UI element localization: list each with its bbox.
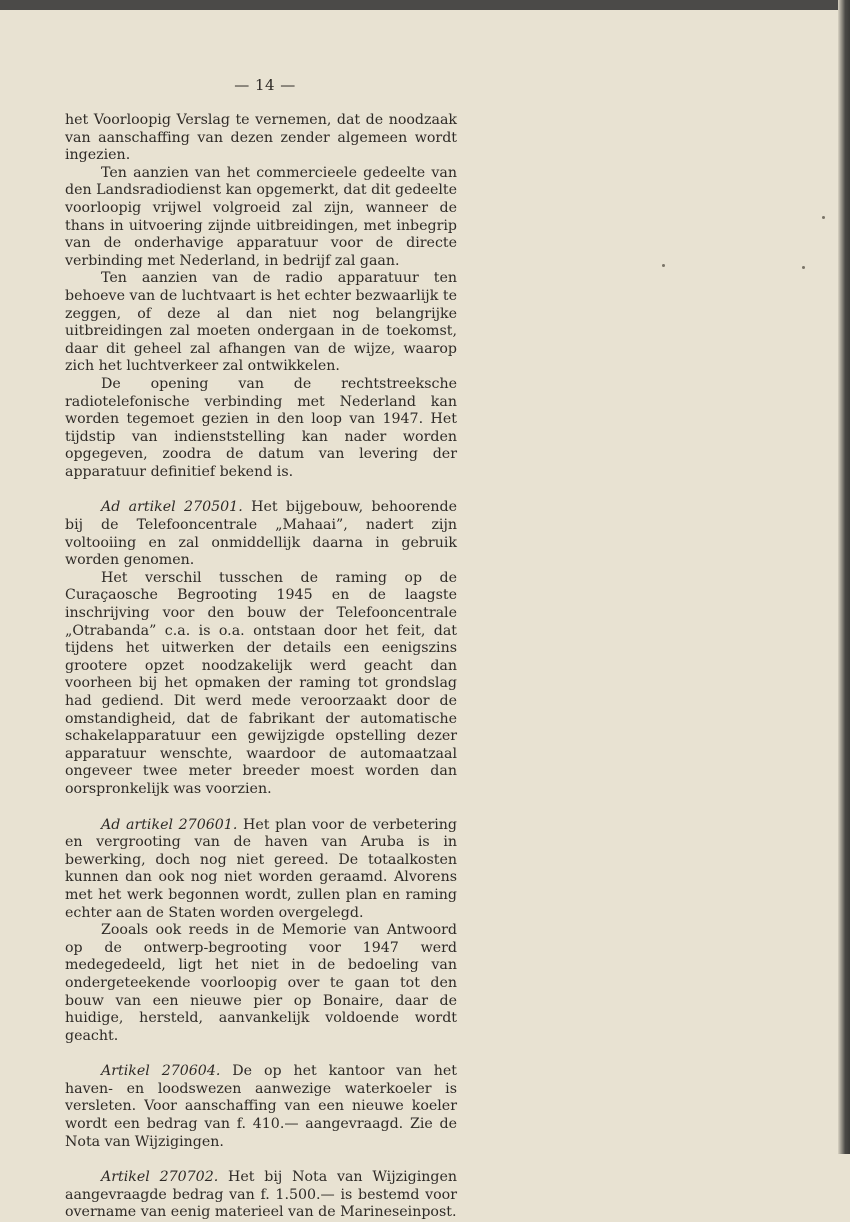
article-text: De op het kantoor van het haven- en loodswezen aanwezige waterkoeler is versleten. Voor aanschaffing van een nieuwe koeler wordt een bedrag van f. 410.— aangevraagd. Zie de Nota van Wijzigingen. xyxy=(65,1063,457,1150)
article-paragraph xyxy=(65,817,457,923)
paragraph: De opening van de rechtstreeksche radiotelefonische verbinding met Nederland kan worden tegemoet gezien in den loop van 1947. Het tijdstip van indienststelling kan nader worden opgegeven, zoodra de datum van levering der apparatuur definitief bekend is. xyxy=(65,375,457,480)
article-paragraph xyxy=(65,1063,457,1151)
article-paragraph xyxy=(65,499,457,569)
article-label: Ad artikel 270601. xyxy=(101,816,238,833)
paragraph: Het verschil tusschen de raming op de Curaçaosche Begrooting 1945 en de laagste inschrijving voor den bouw der Telefooncentrale „Otrabanda” c.a. is o.a. ontstaan door het feit, dat tijdens het uitwerken der details een eenigszins grootere opzet noodzakelijk werd geacht dan voorheen bij het opmaken der raming tot grondslag had gediend. Dit werd mede veroorzaakt door de omstandigheid, dat de fabrikant der automatische schakelapparatuur een gewijzigde opstelling dezer apparatuur wenschte, waardoor de automaatzaal ongeveer twee meter breeder moest worden dan oorspronkelijk was voorzien. xyxy=(65,569,457,797)
article-section-270601 xyxy=(65,817,457,1046)
article-section-270501 xyxy=(65,499,457,798)
article-text: Het bijgebouw, behoorende bij de Telefooncentrale „Mahaai”, nadert zijn voltooiing en zal onmiddellijk daarna in gebruik worden genomen. xyxy=(65,499,457,569)
paragraph: Zooals ook reeds in de Memorie van Antwoord op de ontwerp-begrooting voor 1947 werd medegedeeld, ligt het niet in de bedoeling van ondergeteekende voorloopig over te gaan tot den bouw van een nieuwe pier op Bonaire, daar de huidige, hersteld, aanvankelijk voldoende wordt geacht. xyxy=(65,922,457,1044)
article-paragraph xyxy=(65,1169,457,1222)
scan-top-border xyxy=(0,0,850,10)
paper-speck xyxy=(662,264,665,267)
article-text: Het plan voor de verbetering en vergrooting van de haven van Aruba is in bewerking, doch nog niet gereed. De totaalkosten kunnen dan ook nog niet worden geraamd. Alvorens met het werk begonnen wordt, zullen plan en raming echter aan de Staten worden overgelegd. xyxy=(65,816,458,921)
page-number: — 14 — xyxy=(234,76,296,94)
article-text: Het bij Nota van Wijzigingen aangevraagde bedrag van f. 1.500.— is bestemd voor overname van eenig materieel van de Marineseinpost. xyxy=(65,1169,457,1221)
article-section-270702 xyxy=(65,1169,457,1222)
paragraph: Ten aanzien van het commercieele gedeelte van den Landsradiodienst kan opgemerkt, dat dit gedeelte voorloopig vrijwel volgroeid zal zijn, wanneer de thans in uitvoering zijnde uitbreidingen, met inbegrip van de onderhavige apparatuur voor de directe verbinding met Nederland, in bedrijf zal gaan. xyxy=(65,164,457,269)
paragraph: Ten aanzien van de radio apparatuur ten behoeve van de luchtvaart is het echter bezwaarlijk te zeggen, of deze al dan niet nog belangrijke uitbreidingen zal moeten ondergaan in de toekomst, daar dit geheel zal afhangen van de wijze, waarop zich het luchtverkeer zal ontwikkelen. xyxy=(65,270,457,375)
article-label: Artikel 270702. xyxy=(101,1169,219,1186)
scan-right-border xyxy=(838,0,850,1154)
article-label: Ad artikel 270501. xyxy=(101,499,243,516)
article-label: Artikel 270604. xyxy=(101,1063,221,1080)
paper-speck xyxy=(802,266,805,269)
document-body xyxy=(65,112,457,1222)
paragraph: het Voorloopig Verslag te vernemen, dat de noodzaak van aanschaffing van dezen zender algemeen wordt ingezien. xyxy=(65,112,457,164)
article-section-270604 xyxy=(65,1063,457,1151)
paper-speck xyxy=(822,216,825,219)
